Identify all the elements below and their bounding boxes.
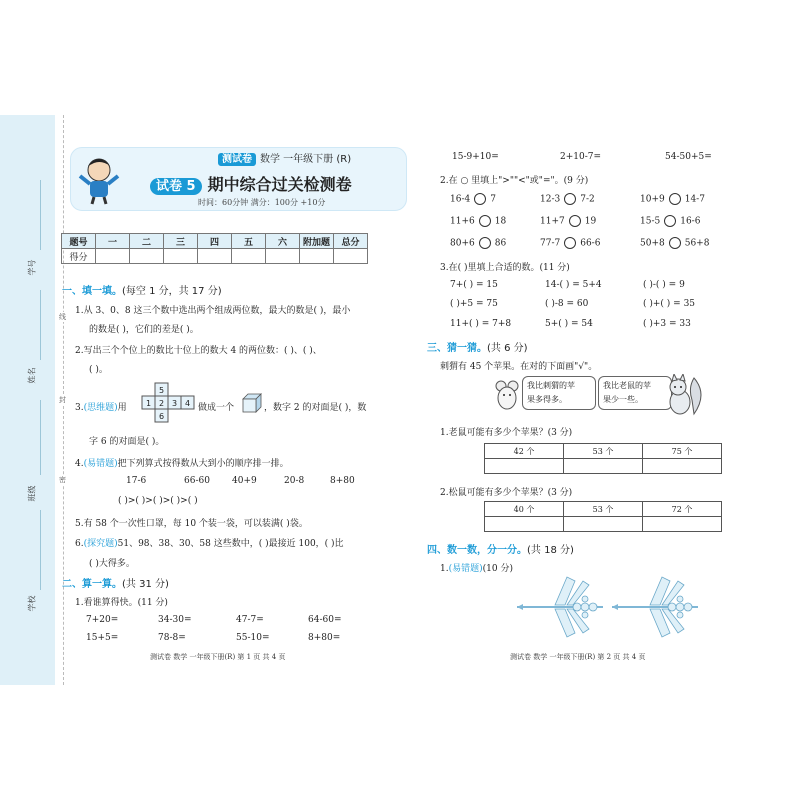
calc-item: 55-10= — [236, 633, 270, 643]
question-3-mid: 做成一个 — [198, 403, 235, 413]
calc-item: 15+5= — [86, 633, 119, 643]
question-6-line-1: 6.(探究题)51、98、38、30、58 这些数中，( )最接近 100，( )比 — [75, 539, 344, 549]
calc-2-title: 2.在 ○ 里填上">""<"或"="。(9 分) — [440, 176, 589, 186]
compare-item: 15-5 16-6 — [640, 216, 701, 227]
mouse-speech-bubble: 我比刺猬的苹 果多得多。 — [522, 376, 596, 410]
binding-field-school: 学校 — [27, 595, 37, 612]
dragonfly-shape-figure — [515, 575, 605, 640]
question-tag: (易错题) — [83, 459, 118, 469]
squirrel-icon — [664, 374, 704, 418]
answer-cell[interactable] — [564, 459, 643, 474]
score-cell[interactable] — [300, 249, 334, 264]
fill-item[interactable]: 11+( ) = 7+8 — [450, 319, 512, 329]
calc-item: 54-50+5= — [665, 152, 712, 162]
score-table — [61, 233, 368, 264]
question-6-line-2: ( )大得多。 — [89, 559, 135, 569]
net-face: 2 — [158, 399, 165, 408]
compare-item: 77-7 66-6 — [540, 238, 601, 249]
option-cell: 72 个 — [643, 502, 722, 517]
compare-circle[interactable] — [564, 237, 576, 249]
answer-cell[interactable] — [564, 517, 643, 532]
compare-item: 10+9 14-7 — [640, 194, 705, 205]
binding-write-line[interactable] — [40, 510, 41, 590]
binding-field-class: 班级 — [27, 485, 37, 502]
calc-3-title: 3.在( )里填上合适的数。(11 分) — [440, 263, 570, 273]
page-footer-1: 测试卷 数学 一年级下册(R) 第 1 页 共 4 页 — [150, 653, 286, 661]
q4-expr: 66-60 — [184, 476, 210, 486]
calc-item: 15-9+10= — [452, 152, 499, 162]
compare-circle[interactable] — [664, 215, 676, 227]
guess-2-table — [484, 501, 722, 532]
score-cell[interactable] — [96, 249, 130, 264]
question-2-line-2: ( )。 — [89, 365, 108, 375]
score-label: 得分 — [62, 249, 96, 264]
page-footer-2: 测试卷 数学 一年级下册(R) 第 2 页 共 4 页 — [510, 653, 646, 661]
compare-item: 11+6 18 — [450, 216, 507, 227]
binding-write-line[interactable] — [40, 400, 41, 475]
compare-item: 50+8 56+8 — [640, 238, 710, 249]
score-head: 四 — [198, 234, 232, 249]
option-cell: 42 个 — [485, 444, 564, 459]
question-1-line-1: 1.从 3、0、8 这三个数中选出两个组成两位数，最大的数是( )，最小 — [75, 306, 351, 316]
option-cell: 40 个 — [485, 502, 564, 517]
compare-circle[interactable] — [669, 193, 681, 205]
squirrel-speech-bubble: 我比老鼠的苹 果少一些。 — [598, 376, 672, 410]
fill-item[interactable]: ( )+( ) = 35 — [643, 299, 696, 309]
question-2-line-1: 2.写出三个个位上的数比十位上的数大 4 的两位数：( )、( )、 — [75, 346, 322, 356]
paper-badge: 试卷 5 — [150, 178, 202, 195]
page-title — [150, 172, 352, 195]
q4-expr: 17-6 — [126, 476, 147, 486]
guess-1-table — [484, 443, 722, 474]
net-face: 6 — [158, 412, 165, 421]
fill-item[interactable]: ( )+3 = 33 — [643, 319, 691, 329]
compare-circle[interactable] — [479, 215, 491, 227]
cube-icon — [241, 392, 263, 414]
question-tag: (探究题) — [83, 539, 118, 549]
section-3-text: 刺猬有 45 个苹果。在对的下面画"√"。 — [440, 362, 598, 372]
score-head: 五 — [232, 234, 266, 249]
score-head: 题号 — [62, 234, 96, 249]
score-cell[interactable] — [334, 249, 368, 264]
paper-type-chip: 测试卷 — [218, 153, 256, 166]
compare-item: 16-4 7 — [450, 194, 496, 205]
dragonfly-shape-figure — [610, 575, 700, 640]
question-1-line-2: 的数是( )，它们的差是( )。 — [89, 325, 199, 335]
question-tag: (思维题) — [83, 403, 118, 413]
mouse-icon — [492, 378, 522, 414]
compare-circle[interactable] — [474, 193, 486, 205]
question-3-end: ，数字 2 的对面是( )，数 — [264, 403, 367, 413]
compare-item: 11+7 19 — [540, 216, 597, 227]
compare-circle[interactable] — [569, 215, 581, 227]
subject-grade: 数学 一年级下册 (R) — [260, 154, 352, 165]
q4-expr: 40+9 — [232, 476, 257, 486]
answer-cell[interactable] — [643, 459, 722, 474]
score-cell[interactable] — [130, 249, 164, 264]
score-head: 总分 — [334, 234, 368, 249]
score-head: 二 — [130, 234, 164, 249]
fill-item[interactable]: 7+( ) = 15 — [450, 280, 498, 290]
cube-net-figure — [140, 382, 196, 424]
fill-item[interactable]: ( )-( ) = 9 — [643, 280, 685, 290]
score-head: 一 — [96, 234, 130, 249]
binding-write-line[interactable] — [40, 290, 41, 360]
calc-item: 78-8= — [158, 633, 186, 643]
binding-field-name: 姓名 — [27, 367, 37, 384]
binding-field-student-id: 学号 — [27, 259, 37, 276]
section-4-title: 四、数一数，分一分。(共 18 分) — [427, 545, 574, 556]
q4-order-blanks[interactable]: ( )>( )>( )>( )>( ) — [118, 496, 198, 506]
guess-2-title: 2.松鼠可能有多少个苹果？(3 分) — [440, 488, 573, 498]
fill-item[interactable]: ( )+5 = 75 — [450, 299, 498, 309]
net-face: 4 — [184, 399, 191, 408]
calc-item: 64-60= — [308, 615, 342, 625]
question-4-line: 4.(易错题)把下列算式按得数从大到小的顺序排一排。 — [75, 459, 289, 469]
compare-item: 80+6 86 — [450, 238, 507, 249]
answer-cell[interactable] — [485, 517, 564, 532]
calc-item: 2+10-7= — [560, 152, 602, 162]
option-cell: 75 个 — [643, 444, 722, 459]
q4-expr: 8+80 — [330, 476, 355, 486]
cut-mark: 密 — [59, 476, 66, 484]
question-3-lead: 3.(思维题)用 — [75, 403, 127, 413]
calc-item: 7+20= — [86, 615, 119, 625]
paper-tag — [218, 150, 351, 165]
compare-item: 12-3 7-2 — [540, 194, 595, 205]
calc-item: 34-30= — [158, 615, 192, 625]
cut-mark: 线 — [59, 313, 66, 321]
title-text: 期中综合过关检测卷 — [207, 175, 352, 194]
net-face: 3 — [171, 399, 178, 408]
score-head: 六 — [266, 234, 300, 249]
calc-item: 8+80= — [308, 633, 341, 643]
option-cell: 53 个 — [564, 444, 643, 459]
exam-meta: 时间：60分钟 满分：100分 +10分 — [198, 198, 326, 207]
question-3-line-2: 字 6 的对面是( )。 — [89, 437, 165, 447]
net-face: 1 — [145, 399, 152, 408]
section-4-question-1: 1.(易错题)(10 分) — [440, 564, 513, 574]
answer-cell[interactable] — [643, 517, 722, 532]
section-3-title: 三、猜一猜。(共 6 分) — [427, 343, 528, 354]
boy-mascot-icon — [72, 150, 122, 205]
fill-item[interactable]: 5+( ) = 54 — [545, 319, 593, 329]
compare-circle[interactable] — [479, 237, 491, 249]
score-head: 三 — [164, 234, 198, 249]
compare-circle[interactable] — [669, 237, 681, 249]
score-cell[interactable] — [198, 249, 232, 264]
calc-item: 47-7= — [236, 615, 264, 625]
score-cell[interactable] — [266, 249, 300, 264]
answer-cell[interactable] — [485, 459, 564, 474]
guess-1-title: 1.老鼠可能有多少个苹果？(3 分) — [440, 428, 573, 438]
binding-write-line[interactable] — [40, 180, 41, 250]
q4-expr: 20-8 — [284, 476, 305, 486]
question-tag: (易错题) — [448, 564, 483, 574]
question-5-line: 5.有 58 个一次性口罩，每 10 个装一袋，可以装满( )袋。 — [75, 519, 308, 529]
cut-mark: 封 — [59, 396, 66, 404]
calc-1-title: 1.看谁算得快。(11 分) — [75, 598, 168, 608]
score-cell[interactable] — [232, 249, 266, 264]
fill-item[interactable]: 14-( ) = 5+4 — [545, 280, 602, 290]
fill-item[interactable]: ( )-8 = 60 — [545, 299, 589, 309]
score-head: 附加题 — [300, 234, 334, 249]
section-1-title: 一、填一填。(每空 1 分，共 17 分) — [62, 286, 222, 297]
compare-circle[interactable] — [564, 193, 576, 205]
option-cell: 53 个 — [564, 502, 643, 517]
section-2-title: 二、算一算。(共 31 分) — [62, 579, 169, 590]
net-face: 5 — [158, 386, 165, 395]
score-cell[interactable] — [164, 249, 198, 264]
